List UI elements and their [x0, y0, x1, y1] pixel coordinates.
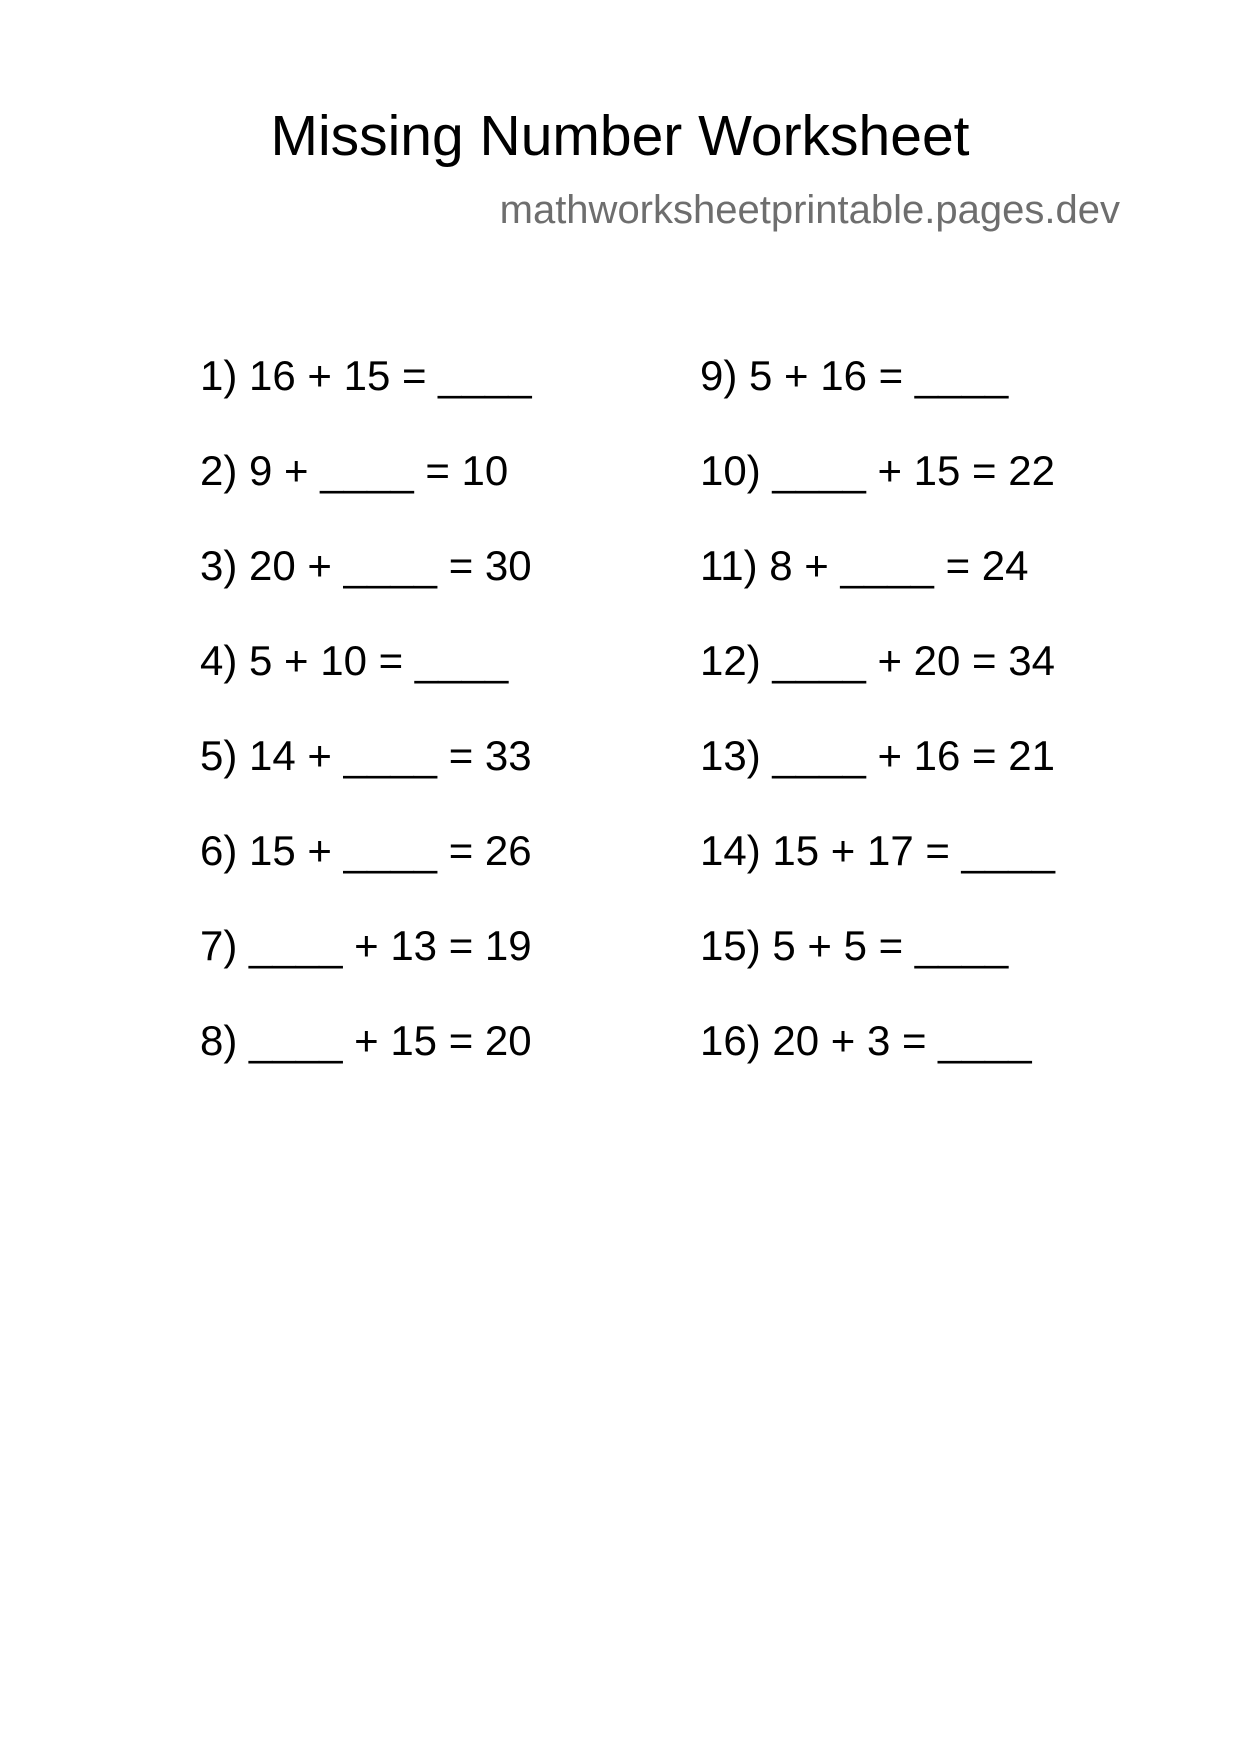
page-title: Missing Number Worksheet: [270, 104, 970, 168]
problem-5: 5) 14 + ____ = 33: [200, 732, 532, 779]
problem-2: 2) 9 + ____ = 10: [200, 447, 509, 494]
problem-8: 8) ____ + 15 = 20: [200, 1017, 532, 1064]
problem-13: 13) ____ + 16 = 21: [700, 732, 1055, 779]
problem-12: 12) ____ + 20 = 34: [700, 637, 1055, 684]
problem-1: 1) 16 + 15 = ____: [200, 352, 532, 399]
problem-11: 11) 8 + ____ = 24: [700, 542, 1029, 589]
problem-9: 9) 5 + 16 = ____: [700, 352, 1009, 399]
problem-16: 16) 20 + 3 = ____: [700, 1017, 1032, 1064]
problem-3: 3) 20 + ____ = 30: [200, 542, 532, 589]
problem-column-left: [200, 346, 532, 1106]
problem-14: 14) 15 + 17 = ____: [700, 827, 1055, 874]
problem-4: 4) 5 + 10 = ____: [200, 637, 509, 684]
problem-10: 10) ____ + 15 = 22: [700, 447, 1055, 494]
problem-7: 7) ____ + 13 = 19: [200, 922, 532, 969]
problem-column-right: [700, 346, 1055, 1106]
problem-6: 6) 15 + ____ = 26: [200, 827, 532, 874]
problem-15: 15) 5 + 5 = ____: [700, 922, 1009, 969]
site-url: mathworksheetprintable.pages.dev: [499, 188, 1120, 232]
